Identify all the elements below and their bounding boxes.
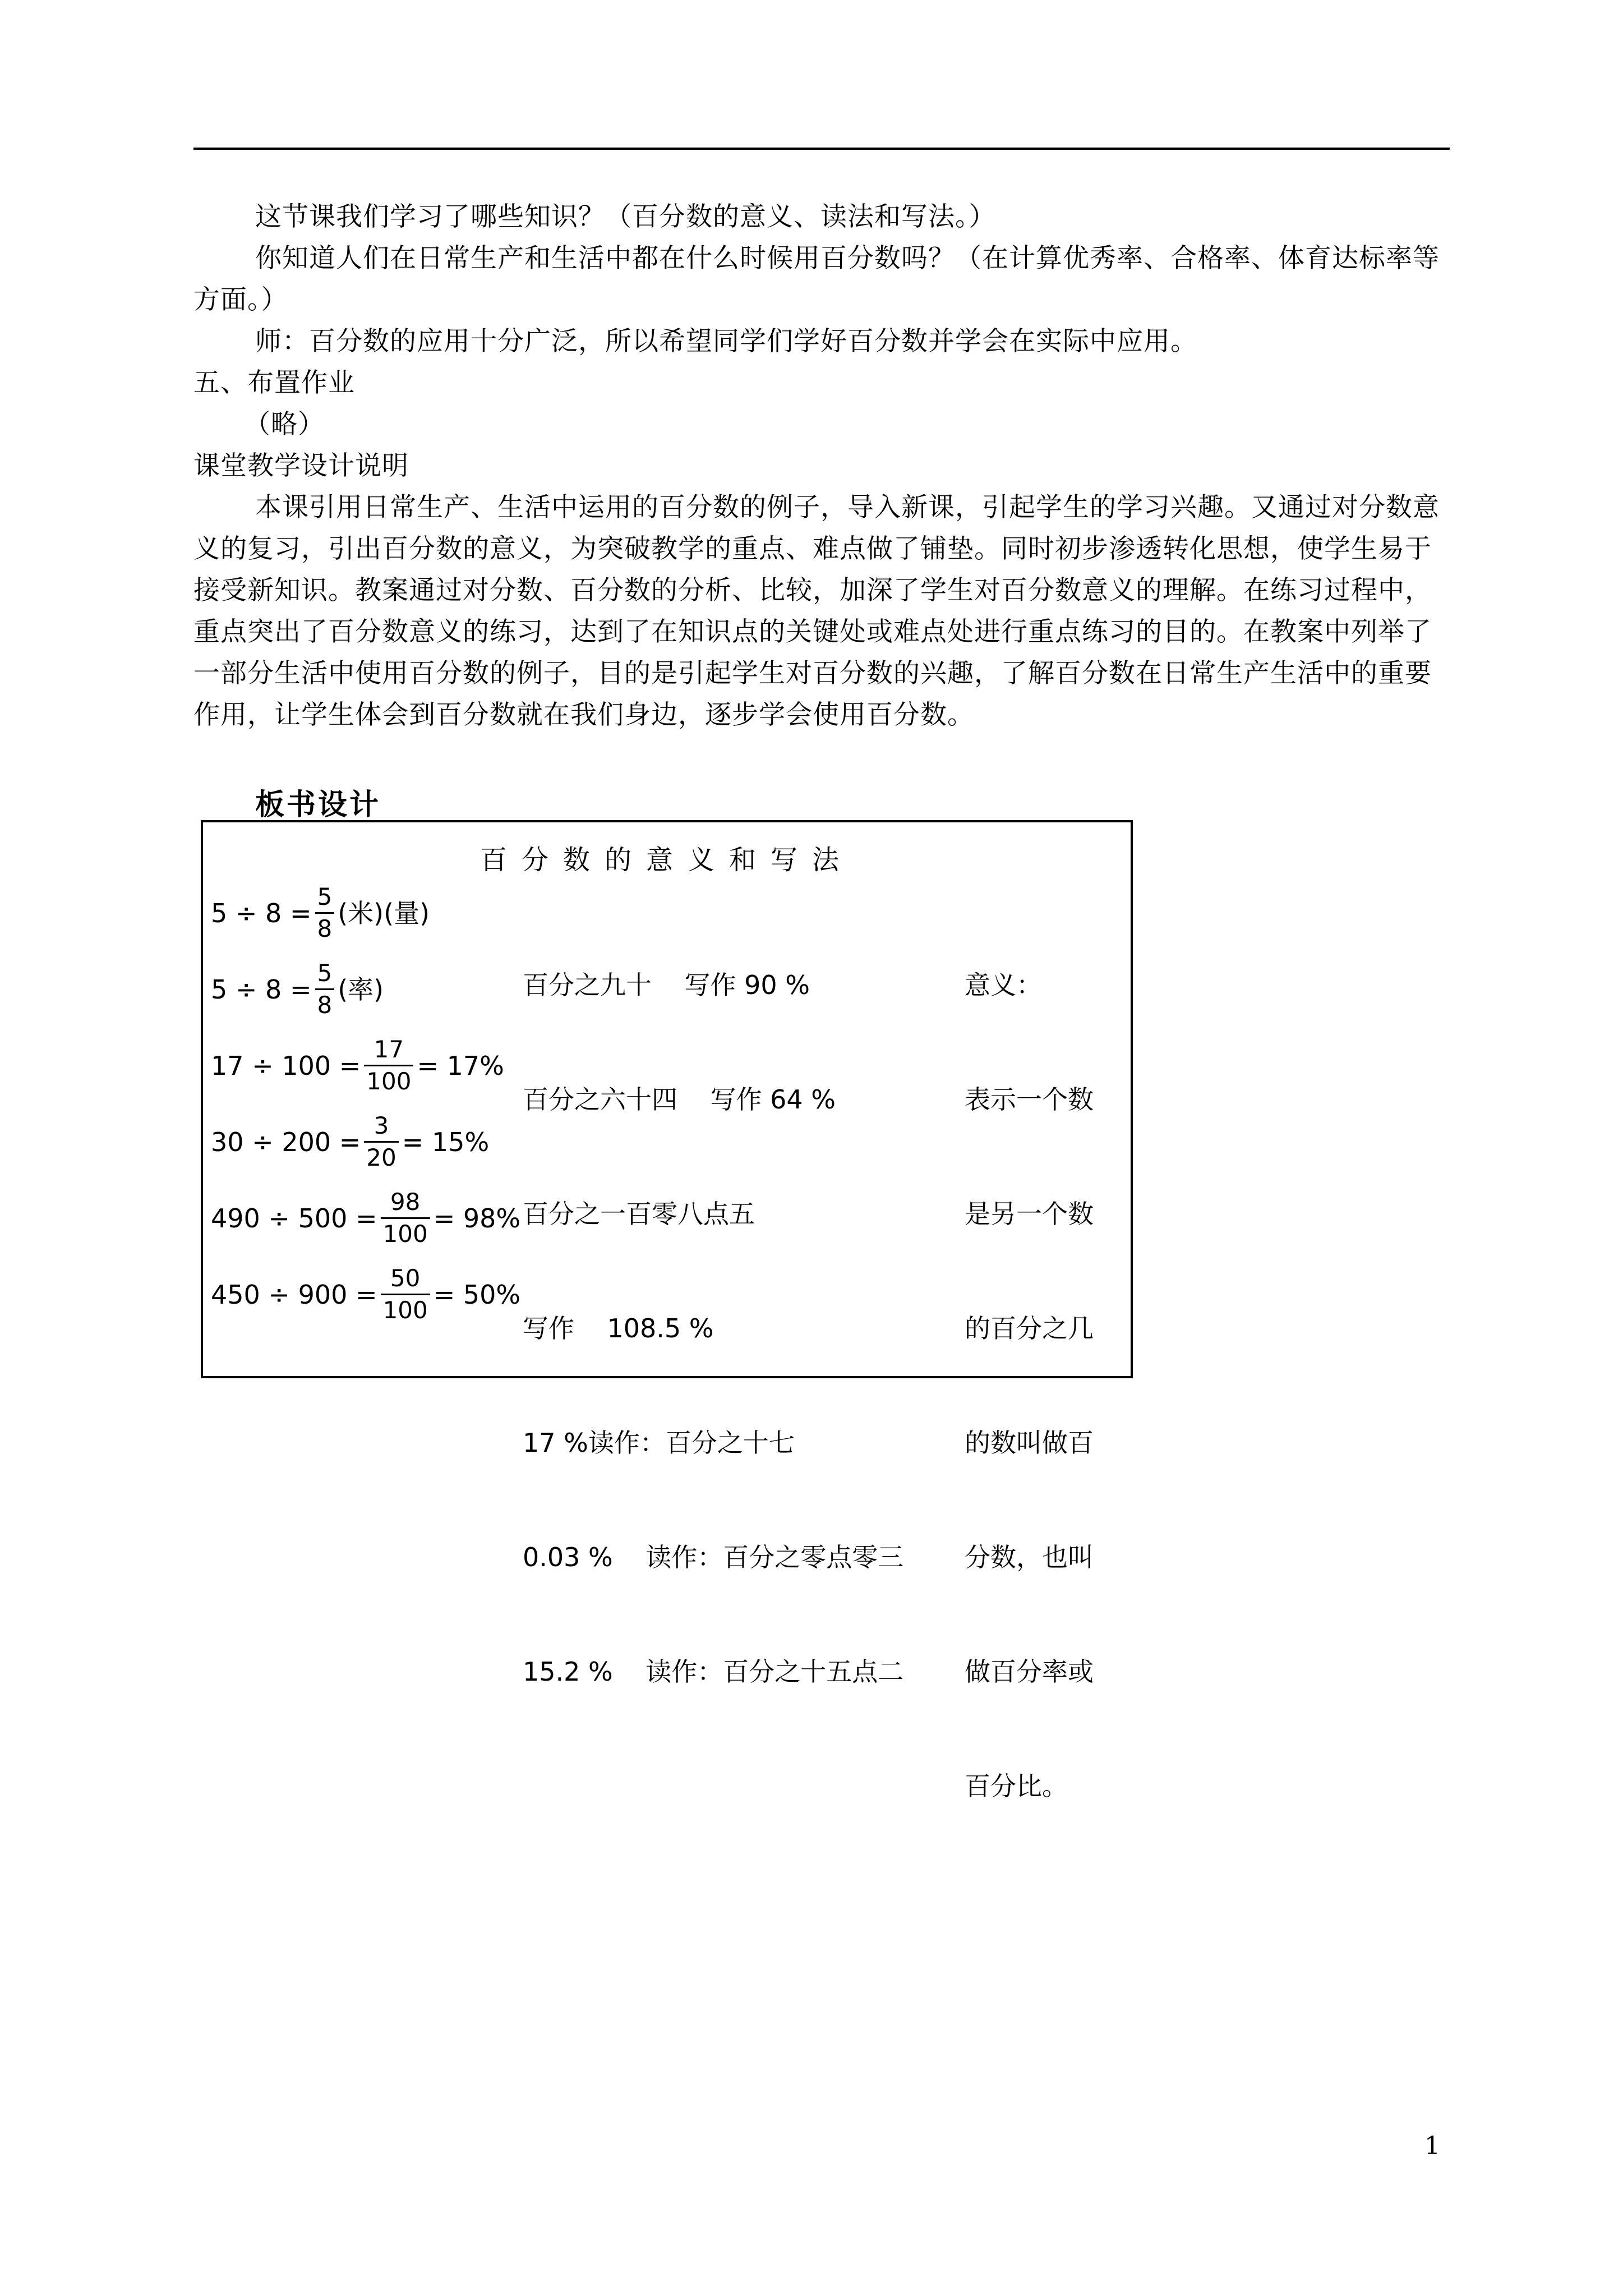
board-line: 做百分率或 bbox=[965, 1657, 1094, 1687]
board-equation: 490 ÷ 500 = $\frac{98}{100}$ = 98% bbox=[211, 1188, 521, 1248]
paragraph-review-question: 这节课我们学习了哪些知识？（百分数的意义、读法和写法。） bbox=[255, 201, 996, 232]
board-equation: 5 ÷ 8 = $\frac{5}{8}$ (米)(量) bbox=[211, 883, 430, 942]
board-line: 0.03 % 读作：百分之零点零三 bbox=[523, 1542, 904, 1572]
paragraph-usage-question: 你知道人们在日常生产和生活中都在什么时候用百分数吗？（在计算优秀率、合格率、体育达标率等方面。） bbox=[193, 243, 1440, 315]
section-heading-design-notes: 课堂教学设计说明 bbox=[193, 450, 409, 481]
board-line: 表示一个数 bbox=[965, 1084, 1094, 1115]
fraction: $\frac{3}{20}$ bbox=[364, 1114, 398, 1170]
board-line: 是另一个数 bbox=[965, 1199, 1094, 1229]
board-equation: 17 ÷ 100 = $\frac{17}{100}$ = 17% bbox=[211, 1036, 504, 1095]
board-line: 的数叫做百 bbox=[965, 1428, 1094, 1458]
board-meaning-column bbox=[965, 890, 1094, 1881]
board-line: 百分之九十 写作 90 % bbox=[523, 970, 810, 1000]
board-line: 分数，也叫 bbox=[965, 1542, 1094, 1572]
fraction: $\frac{17}{100}$ bbox=[364, 1038, 413, 1093]
paragraph-design-notes: 本课引用日常生产、生活中运用的百分数的例子，导入新课，引起学生的学习兴趣。又通过对分数意义的复习，引出百分数的意义，为突破教学的重点、难点做了铺垫。同时初步渗透转化思想，使学生易于接受新知识。教案通过对分数、百分数的分析、比较，加深了学生对百分数意义的理解。在练习过程中，重点突出了百分数意义的练习，达到了在知识点的关键处或难点处进行重点练习的目的。在教案中列举了一部分生活中使用百分数的例子，目的是引起学生对百分数的兴趣，了解百分数在日常生产生活中的重要作用，让学生体会到百分数就在我们身边，逐步学会使用百分数。 bbox=[193, 492, 1440, 730]
board-line: 百分之六十四 写作 64 % bbox=[523, 1084, 836, 1115]
board-line: 的百分之几 bbox=[965, 1313, 1094, 1343]
board-line: 17 %读作：百分之十七 bbox=[523, 1428, 795, 1458]
section-heading-homework: 五、布置作业 bbox=[193, 367, 355, 398]
header-rule bbox=[193, 148, 1450, 150]
board-line: 写作 108.5 % bbox=[523, 1313, 714, 1343]
board-equation: 30 ÷ 200 = $\frac{3}{20}$ = 15% bbox=[211, 1112, 490, 1171]
paragraph-teacher-remark: 师：百分数的应用十分广泛，所以希望同学们学好百分数并学会在实际中应用。 bbox=[255, 326, 1197, 357]
fraction: $\frac{50}{100}$ bbox=[381, 1267, 430, 1322]
board-equation: 5 ÷ 8 = $\frac{5}{8}$ (率) bbox=[211, 959, 384, 1019]
board-reading-writing-column bbox=[523, 890, 903, 1767]
board-line: 15.2 % 读作：百分之十五点二 bbox=[523, 1657, 904, 1687]
homework-note: （略） bbox=[244, 409, 325, 440]
board-line: 意义： bbox=[965, 970, 1042, 1000]
fraction: $\frac{5}{8}$ bbox=[315, 961, 335, 1017]
board-line: 百分比。 bbox=[965, 1771, 1068, 1801]
page-number: 1 bbox=[1424, 2132, 1440, 2160]
board-design-label: 板书设计 bbox=[255, 788, 381, 822]
board-heading: 百分数的意义和写法 bbox=[479, 844, 854, 876]
blackboard-design-box bbox=[201, 820, 1133, 1801]
board-line: 百分之一百零八点五 bbox=[523, 1199, 755, 1229]
board-equation: 450 ÷ 900 = $\frac{50}{100}$ = 50% bbox=[211, 1264, 521, 1324]
fraction: $\frac{5}{8}$ bbox=[315, 885, 335, 941]
fraction: $\frac{98}{100}$ bbox=[381, 1190, 430, 1246]
